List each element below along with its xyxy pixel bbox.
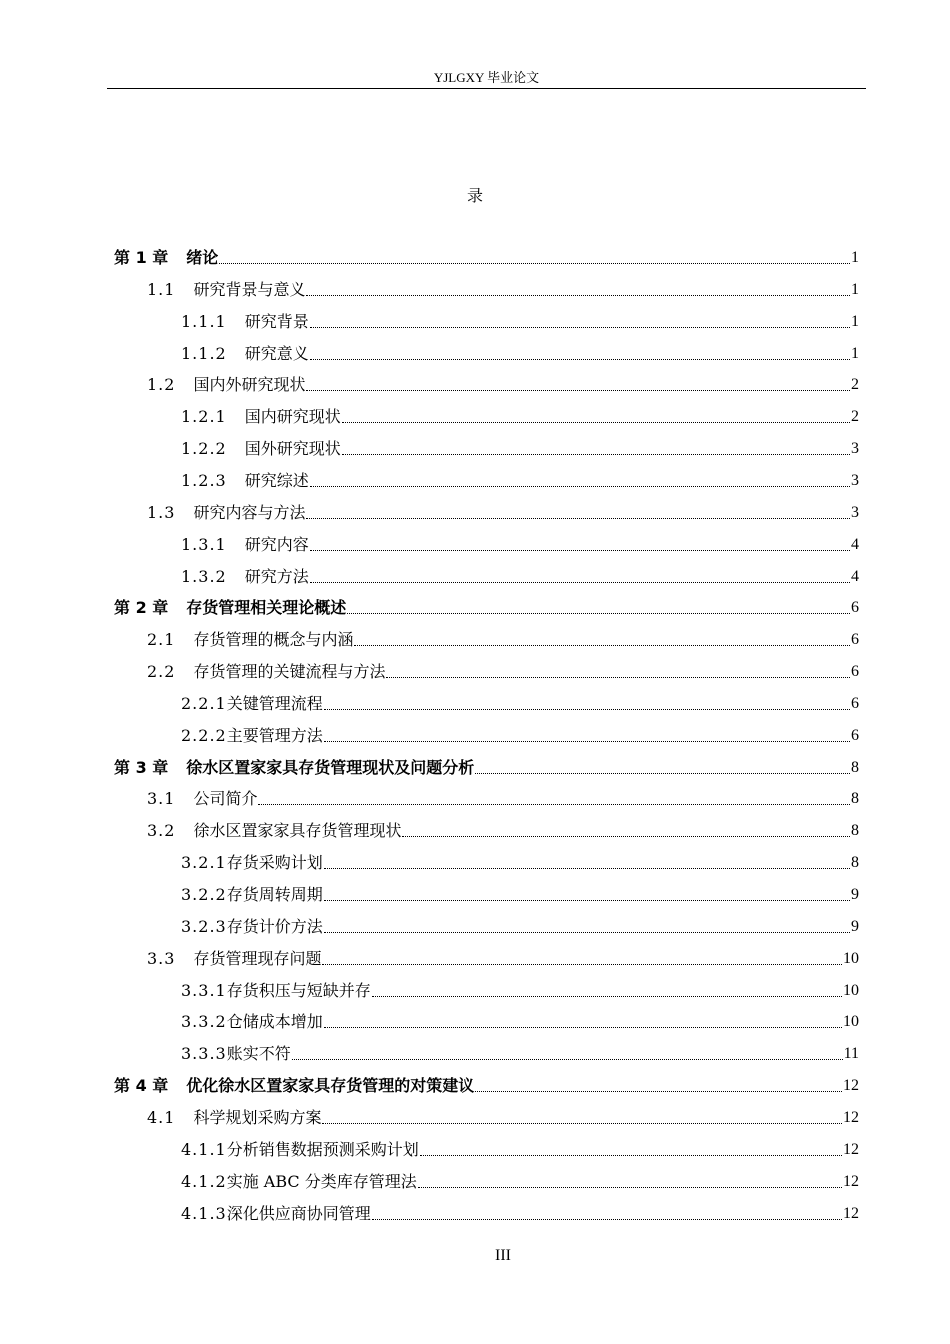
toc-entry-page: 9 xyxy=(851,917,859,935)
toc-entry-label xyxy=(181,1172,417,1192)
toc-dot-leader xyxy=(324,1027,842,1028)
toc-entry[interactable] xyxy=(114,596,859,618)
toc-entry-page: 12 xyxy=(843,1077,859,1095)
toc-entry[interactable] xyxy=(114,756,859,778)
toc-entry[interactable] xyxy=(181,883,859,905)
toc-entry-page: 8 xyxy=(851,758,859,776)
toc-entry-title: 徐水区置家家具存货管理现状及问题分析 xyxy=(186,757,475,777)
toc-entry-label xyxy=(181,344,309,364)
toc-entry[interactable] xyxy=(114,246,859,268)
toc-entry-label xyxy=(147,503,305,523)
toc-entry-number: 第 3 章 xyxy=(114,757,169,777)
toc-entry[interactable] xyxy=(181,1010,859,1032)
toc-entry-label xyxy=(181,1204,371,1224)
toc-entry[interactable] xyxy=(181,1042,859,1064)
toc-dot-leader xyxy=(306,518,850,519)
toc-entry-label xyxy=(147,375,305,395)
toc-entry-label xyxy=(181,885,323,905)
toc-entry-label xyxy=(147,1108,321,1128)
toc-entry-label xyxy=(181,407,341,427)
toc-entry-label xyxy=(147,630,353,650)
toc-dot-leader xyxy=(322,964,842,965)
toc-entry-number: 1.2.3 xyxy=(181,470,227,490)
toc-entry-title: 关键管理流程 xyxy=(226,693,323,713)
toc-entry-number: 1.3.2 xyxy=(181,566,227,586)
toc-dot-leader xyxy=(310,550,850,551)
toc-entry[interactable] xyxy=(181,437,859,459)
toc-entry-title: 国内研究现状 xyxy=(244,407,341,427)
toc-entry-label xyxy=(114,758,474,778)
toc-dot-leader xyxy=(292,1059,843,1060)
toc-entry-page: 3 xyxy=(851,471,859,489)
toc-entry-title: 存货计价方法 xyxy=(226,916,323,936)
toc-entry-number: 2.2.2 xyxy=(181,725,227,745)
toc-entry-label xyxy=(181,1044,291,1064)
toc-entry-number: 1.1.1 xyxy=(181,311,227,331)
toc-entry-label xyxy=(114,1076,474,1096)
toc-entry-title: 存货积压与短缺并存 xyxy=(226,980,371,1000)
toc-entry-label xyxy=(147,949,321,969)
toc-dot-leader xyxy=(418,1187,842,1188)
toc-entry[interactable] xyxy=(147,947,859,969)
toc-entry-title: 存货周转周期 xyxy=(226,885,323,904)
toc-entry-title: 国外研究现状 xyxy=(244,439,341,459)
toc-entry[interactable] xyxy=(181,1202,859,1224)
toc-entry-page: 12 xyxy=(843,1172,859,1190)
page-header: YJLGXY 毕业论文 xyxy=(433,70,540,85)
toc-entry-page: 12 xyxy=(843,1204,859,1222)
toc-entry-label xyxy=(181,439,341,459)
toc-entry[interactable] xyxy=(147,501,859,523)
toc-entry[interactable] xyxy=(181,915,859,937)
header-divider xyxy=(107,88,866,89)
toc-entry-label xyxy=(147,821,401,841)
toc-dot-leader xyxy=(310,486,850,487)
toc-entry-title: 账实不符 xyxy=(226,1044,291,1064)
toc-entry-number: 3.1 xyxy=(147,789,176,809)
toc-entry-number: 1.2 xyxy=(147,375,176,395)
toc-entry[interactable] xyxy=(147,787,859,809)
toc-dot-leader xyxy=(306,295,850,296)
toc-dot-leader xyxy=(310,359,850,360)
toc-entry-number: 3.2.1 xyxy=(181,853,227,873)
toc-entry-number: 3.3.2 xyxy=(181,1012,227,1032)
toc-entry-title: 研究背景 xyxy=(244,311,309,331)
toc-entry-page: 10 xyxy=(843,949,859,967)
page-number: III xyxy=(495,1247,511,1264)
toc-entry[interactable] xyxy=(147,1106,859,1128)
toc-entry-number: 3.2.3 xyxy=(181,916,227,936)
toc-dot-leader xyxy=(219,263,850,264)
toc-dot-leader xyxy=(372,996,842,997)
toc-dot-leader xyxy=(402,836,850,837)
toc-entry-page: 1 xyxy=(851,280,859,298)
toc-entry-page: 4 xyxy=(851,535,859,553)
toc-dot-leader xyxy=(354,645,850,646)
toc-dot-leader xyxy=(342,422,850,423)
toc-dot-leader xyxy=(324,900,850,901)
toc-entry-title: 仓储成本增加 xyxy=(226,1012,323,1032)
toc-entry-page: 1 xyxy=(851,249,859,266)
toc-entry-number: 第 1 章 xyxy=(114,248,169,267)
toc-entry-label xyxy=(181,471,309,491)
toc-entry[interactable] xyxy=(147,278,859,300)
toc-entry-page: 10 xyxy=(843,1013,859,1031)
toc-dot-leader xyxy=(475,773,850,774)
toc-entry-page: 12 xyxy=(843,1108,859,1126)
toc-dot-leader xyxy=(347,613,850,614)
toc-entry-title: 存货管理相关理论概述 xyxy=(186,598,347,618)
toc-entry-page: 10 xyxy=(843,981,859,999)
toc-dot-leader xyxy=(324,868,850,869)
toc-entry-page: 12 xyxy=(843,1140,859,1158)
toc-entry-title: 主要管理方法 xyxy=(226,725,323,745)
toc-entry-label xyxy=(181,853,323,873)
toc-entry-page: 6 xyxy=(851,726,859,744)
toc-dot-leader xyxy=(310,327,850,328)
toc-entry-title: 徐水区置家家具存货管理现状 xyxy=(193,821,402,841)
toc-entry-label xyxy=(181,694,323,714)
toc-entry-number: 3.2.2 xyxy=(181,885,227,904)
toc-entry[interactable] xyxy=(147,628,859,650)
toc-entry[interactable] xyxy=(181,1138,859,1160)
toc-entry-page: 6 xyxy=(851,599,859,617)
toc-entry[interactable] xyxy=(147,819,859,841)
toc-entry-number: 4.1.3 xyxy=(181,1203,227,1223)
toc-entry-number: 第 2 章 xyxy=(114,598,169,618)
toc-entry-title: 研究背景与意义 xyxy=(193,279,306,299)
toc-entry[interactable] xyxy=(181,1170,859,1192)
toc-entry-label xyxy=(181,1140,419,1160)
toc-dot-leader xyxy=(386,677,850,678)
toc-entry-page: 1 xyxy=(851,344,859,362)
toc-dot-leader xyxy=(475,1091,842,1092)
toc-entry-title: 深化供应商协同管理 xyxy=(226,1203,371,1223)
toc-entry[interactable] xyxy=(181,469,859,491)
toc-entry[interactable] xyxy=(181,533,859,555)
toc-entry-page: 8 xyxy=(851,854,859,872)
toc-entry-label xyxy=(114,248,218,268)
toc-entry-page: 2 xyxy=(851,376,859,394)
toc-entry[interactable] xyxy=(181,692,859,714)
toc-entry-page: 6 xyxy=(851,694,859,712)
toc-entry-page: 4 xyxy=(851,567,859,585)
toc-entry-number: 1.1 xyxy=(147,279,176,299)
toc-entry-title: 存货管理的关键流程与方法 xyxy=(193,662,386,682)
toc-entry-label xyxy=(181,567,309,587)
toc-dot-leader xyxy=(310,582,850,583)
toc-dot-leader xyxy=(324,741,850,742)
toc-entry[interactable] xyxy=(181,851,859,873)
toc-entry-label xyxy=(181,917,323,937)
toc-entry-page: 9 xyxy=(851,886,859,903)
toc-entry-label xyxy=(181,535,309,555)
toc-dot-leader xyxy=(342,454,850,455)
toc-entry-title: 科学规划采购方案 xyxy=(193,1107,322,1127)
toc-entry[interactable] xyxy=(147,660,859,682)
toc-entry-page: 3 xyxy=(851,503,859,521)
toc-entry-page: 6 xyxy=(851,663,859,681)
toc-dot-leader xyxy=(324,709,850,710)
toc-entry-number: 1.3.1 xyxy=(181,534,227,554)
toc-entry-number: 1.2.2 xyxy=(181,439,227,459)
toc-entry-page: 8 xyxy=(851,790,859,808)
toc-entry-number: 3.3.3 xyxy=(181,1044,227,1064)
toc-entry-number: 4.1.1 xyxy=(181,1139,227,1159)
toc-title: 录 xyxy=(466,186,483,205)
toc-entry[interactable] xyxy=(181,565,859,587)
toc-entry-title: 研究内容 xyxy=(244,534,309,554)
toc-entry[interactable] xyxy=(181,979,859,1001)
toc-entry-label xyxy=(181,1012,323,1032)
toc-entry-number: 2.2 xyxy=(147,662,176,682)
toc-entry-number: 3.3 xyxy=(147,948,176,968)
toc-entry-title: 研究内容与方法 xyxy=(193,502,306,522)
toc-entry-number: 4.1.2 xyxy=(181,1171,227,1191)
toc-entry-title: 分析销售数据预测采购计划 xyxy=(226,1139,419,1159)
toc-entry-number: 2.1 xyxy=(147,630,176,650)
toc-entry[interactable] xyxy=(181,405,859,427)
toc-entry-title: 研究意义 xyxy=(244,343,309,363)
toc-entry-number: 1.3 xyxy=(147,502,176,522)
toc-dot-leader xyxy=(258,804,850,805)
toc-entry-page: 8 xyxy=(851,822,859,840)
toc-entry-title: 存货采购计划 xyxy=(226,853,323,873)
toc-entry-title: 存货管理现存问题 xyxy=(193,948,322,968)
toc-entry-label xyxy=(181,981,371,1001)
toc-entry[interactable] xyxy=(114,1074,859,1096)
toc-entry-page: 6 xyxy=(851,631,859,649)
toc-entry-title: 研究综述 xyxy=(244,470,309,490)
toc-entry-page: 2 xyxy=(851,408,859,426)
toc-entry[interactable] xyxy=(181,342,859,364)
toc-entry-title: 公司简介 xyxy=(193,789,258,809)
toc-entry-label xyxy=(147,789,257,809)
toc-entry-page: 1 xyxy=(851,312,859,330)
toc-entry-title: 优化徐水区置家家具存货管理的对策建议 xyxy=(186,1076,475,1096)
toc-entry-title: 实施 ABC 分类库存管理法 xyxy=(226,1171,417,1191)
toc-entry[interactable] xyxy=(147,373,859,395)
toc-entry-page: 3 xyxy=(851,440,859,458)
toc-entry-title: 存货管理的概念与内涵 xyxy=(193,630,354,650)
toc-entry-number: 4.1 xyxy=(147,1107,176,1127)
toc-entry-number: 第 4 章 xyxy=(114,1076,169,1096)
toc-entry-number: 3.3.1 xyxy=(181,980,227,1000)
toc-entry-label xyxy=(181,726,323,746)
toc-entry-number: 1.1.2 xyxy=(181,343,227,363)
toc-entry-title: 研究方法 xyxy=(244,566,309,586)
toc-entry-page: 11 xyxy=(843,1045,859,1063)
toc-entry[interactable] xyxy=(181,724,859,746)
toc-entry-label xyxy=(181,312,309,332)
toc-entry-number: 2.2.1 xyxy=(181,693,227,713)
toc-entry-label xyxy=(114,598,346,618)
toc-entry-label xyxy=(147,280,305,300)
toc-entry-label xyxy=(147,662,385,682)
toc-dot-leader xyxy=(420,1155,842,1156)
toc-entry-title: 国内外研究现状 xyxy=(193,375,306,395)
toc-dot-leader xyxy=(372,1219,842,1220)
toc-dot-leader xyxy=(306,390,850,391)
toc-dot-leader xyxy=(324,932,850,933)
toc-entry-number: 3.2 xyxy=(147,821,176,841)
toc-entry-title: 绪论 xyxy=(186,248,219,267)
toc-dot-leader xyxy=(322,1123,842,1124)
toc-entry[interactable] xyxy=(181,310,859,332)
toc-entry-number: 1.2.1 xyxy=(181,407,227,427)
